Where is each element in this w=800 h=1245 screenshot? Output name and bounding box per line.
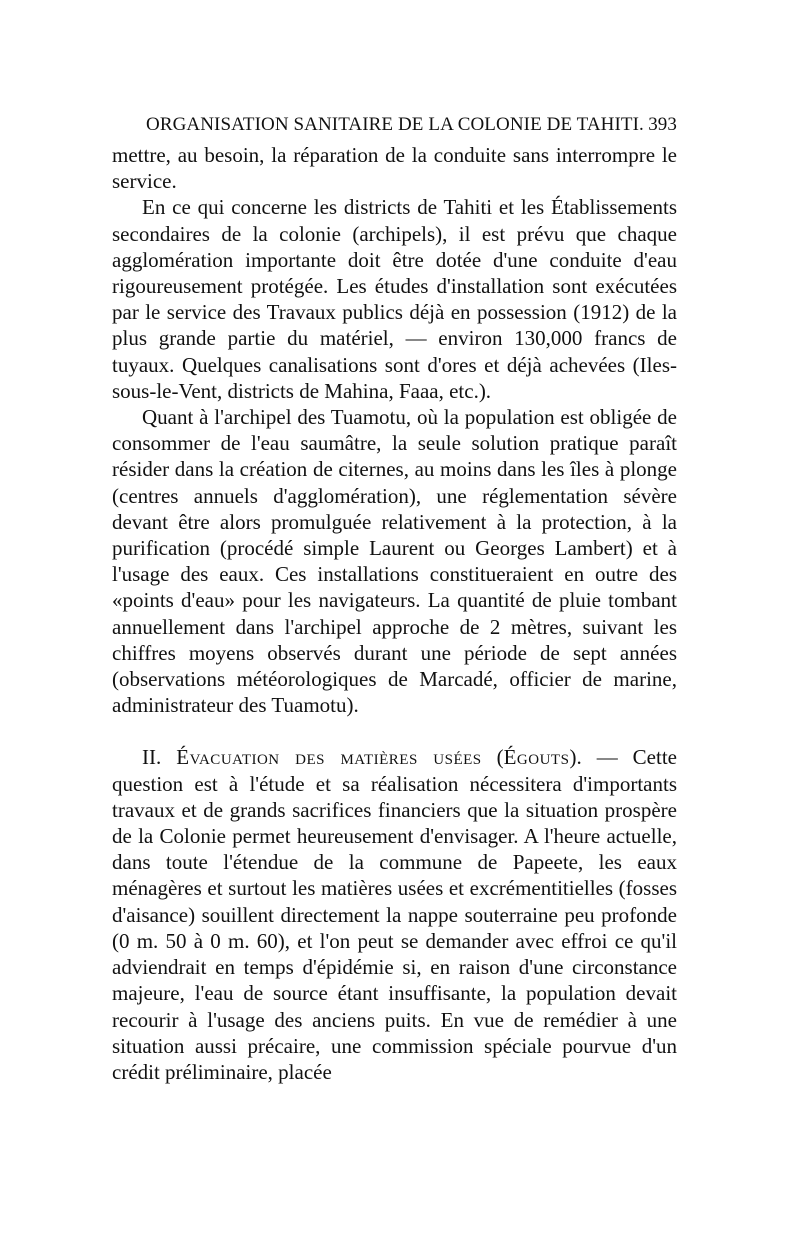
running-head-title: ORGANISATION SANITAIRE DE LA COLONIE DE TAHITI.: [146, 114, 644, 135]
running-head: [112, 110, 677, 140]
paragraph-tuamotu: Quant à l'archipel des Tuamotu, où la population est obligée de consommer de l'eau saumâtre, la seule solution pratique paraît résider dans la création de citernes, au moins dans les îles à plonge (centres annuels d'agglomération), une réglementation sévère devant être alors promulguée relativement à la protection, à la purification (procédé simple Laurent ou Georges Lambert) et à l'usage des eaux. Ces installations constitueraient en outre des «points d'eau» pour les navigateurs. La quantité de pluie tombant annuellement dans l'archipel approche de 2 mètres, suivant les chiffres moyens observés durant une période de sept années (observations météorologiques de Marcadé, officier de marine, administrateur des Tuamotu).: [112, 405, 677, 718]
body-text: [112, 142, 677, 1085]
section-body: — Cette question est à l'étude et sa réalisation nécessitera d'importants travaux et de grands sacrifices financiers que la situation prospère de la Colonie permet heureusement d'envisager. A l'heure actuelle, dans toute l'étendue de la commune de Papeete, les eaux ménagères et surtout les matières usées et excrémentitielles (fosses d'aisance) souillent directement la nappe souterraine peu profonde (0 m. 50 à 0 m. 60), et l'on peut se demander avec effroi ce qu'il adviendrait en temps d'épidémie si, en raison d'une circonstance majeure, l'eau de source étant insuffisante, la population devait recourir à l'usage des anciens puits. En vue de remédier à une situation aussi précaire, une commission spéciale pourvue d'un crédit préliminaire, placée: [112, 745, 677, 1084]
page-number: 393: [648, 114, 677, 135]
book-page: [112, 110, 677, 1085]
paragraph-districts: En ce qui concerne les districts de Tahiti et les Établissements secondaires de la colonie (archipels), il est prévu que chaque agglomération importante doit être dotée d'une conduite d'eau rigoureusement protégée. Les études d'installation sont exécutées par le service des Travaux publics déjà en possession (1912) de la plus grande partie du matériel, — environ 130,000 francs de tuyaux. Quelques canalisations sont d'ores et déjà achevées (Iles-sous-le-Vent, districts de Mahina, Faaa, etc.).: [112, 195, 677, 403]
section-evacuation: II. Évacuation des matières usées (Égouts). — Cette question est à l'étude et sa réalisation nécessitera d'importants travaux et de grands sacrifices financiers que la situation prospère de la Colonie permet heureusement d'envisager. A l'heure actuelle, dans toute l'étendue de la commune de Papeete, les eaux ménagères et surtout les matières usées et excrémentitielles (fosses d'aisance) souillent directement la nappe souterraine peu profonde (0 m. 50 à 0 m. 60), et l'on peut se demander avec effroi ce qu'il adviendrait en temps d'épidémie si, en raison d'une circonstance majeure, l'eau de source étant insuffisante, la population devait recourir à l'usage des anciens puits. En vue de remédier à une situation aussi précaire, une commission spéciale pourvue d'un crédit préliminaire, placée: [112, 745, 677, 1084]
paragraph-continuation: mettre, au besoin, la réparation de la conduite sans interrompre le service.: [112, 143, 677, 194]
section-heading-egouts: Égouts: [503, 745, 570, 770]
section-number: II.: [142, 745, 162, 770]
section-heading: Évacuation des matières usées: [176, 745, 482, 770]
